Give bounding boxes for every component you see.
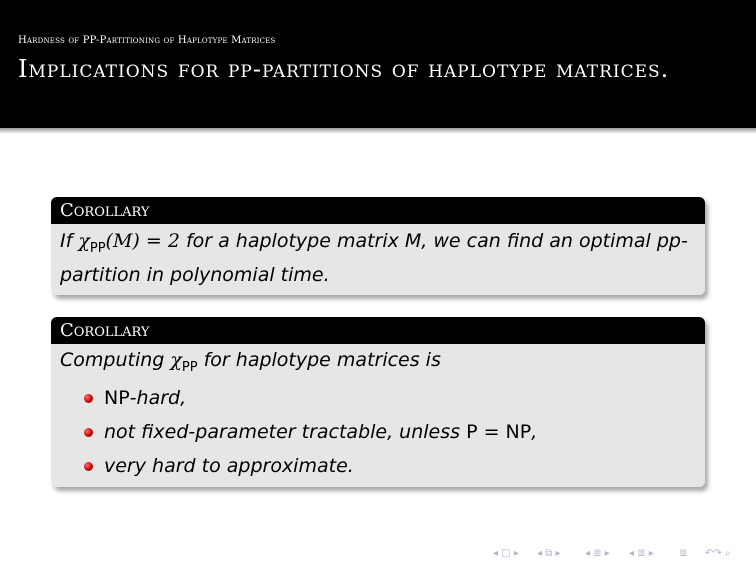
nav-subsubsection-icon[interactable]: ◂ ≣ ▸: [629, 548, 654, 559]
slide-title: Implications for pp-partitions of haplotype matrices.: [18, 55, 670, 83]
nav-section-icon[interactable]: ◂ ≣ ▸: [585, 548, 610, 559]
list-item: [60, 415, 696, 449]
body-text-rest: for a haplotype matrix M, we can find an optimal pp-partition in polynomial time.: [60, 230, 688, 286]
nav-search-icon[interactable]: ↶↷ ⌕: [705, 548, 731, 559]
block-body: [51, 224, 705, 295]
item-italic: very hard to approximate.: [104, 454, 354, 477]
math-expression: (M) = 2: [105, 230, 180, 252]
nav-frame-icon[interactable]: ◂ □ ▸: [493, 548, 519, 559]
bullet-icon: [84, 462, 93, 471]
item-plain: P = NP: [466, 420, 532, 443]
list-item: [60, 449, 696, 483]
block-title: Corollary: [51, 197, 705, 224]
item-italic: not fixed-parameter tractable, unless: [104, 420, 467, 443]
list-item: [60, 381, 696, 415]
block-body: [51, 344, 705, 487]
corollary-block-2: [51, 317, 705, 487]
body-text-if: If: [60, 230, 73, 252]
nav-align-icon[interactable]: ≣: [679, 548, 688, 559]
bullet-icon: [84, 394, 93, 403]
chi-symbol: $\chi_{PP}$: [78, 230, 106, 256]
corollary-block-1: [51, 197, 705, 295]
item-tail: ,: [531, 420, 538, 443]
chi-symbol: $\chi_{PP}$: [170, 349, 198, 375]
nav-subsection-icon[interactable]: ◂ ⧉ ▸: [537, 548, 561, 559]
bullet-list: [60, 381, 696, 483]
block-title: Corollary: [51, 317, 705, 344]
header-shadow: [0, 128, 756, 134]
intro-after: for haplotype matrices is: [197, 349, 441, 371]
intro-before: Computing: [60, 349, 171, 371]
beamer-navigation: [493, 548, 749, 562]
item-italic: -hard,: [129, 386, 187, 409]
presentation-subtitle: Hardness of PP-Partitioning of Haplotype Matrices: [18, 35, 276, 46]
bullet-icon: [84, 428, 93, 437]
slide-header: [0, 0, 756, 128]
item-plain: NP: [104, 386, 130, 409]
intro-line: [60, 347, 696, 381]
